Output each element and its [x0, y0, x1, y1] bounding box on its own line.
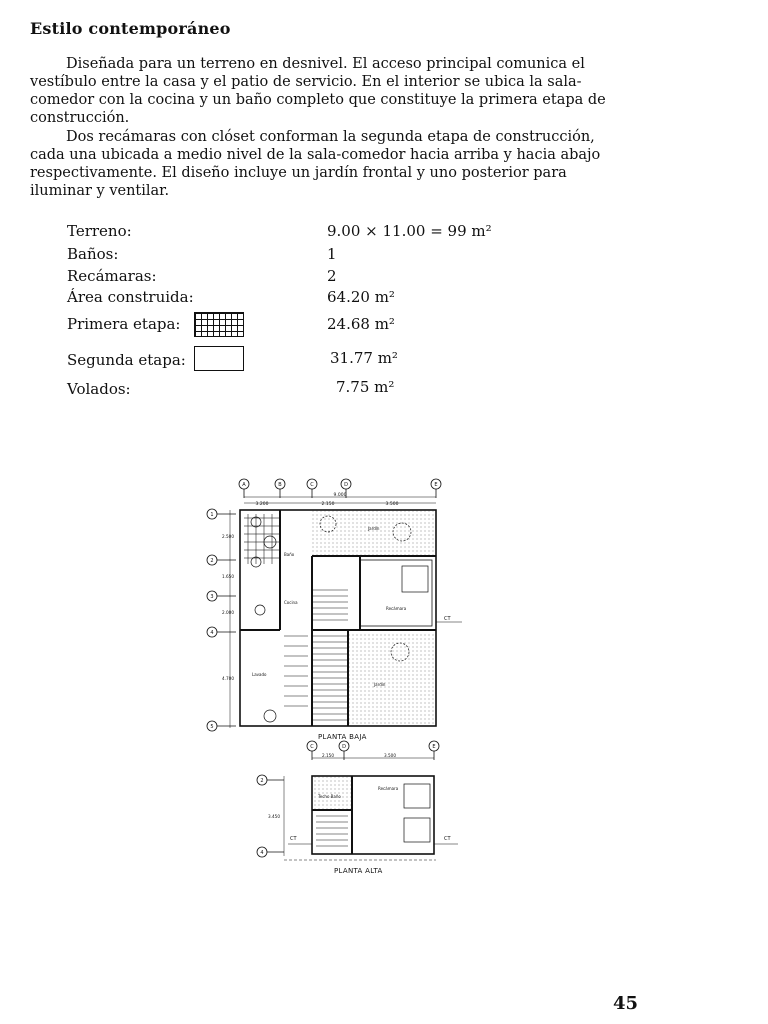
segunda-etapa-swatch: [194, 346, 244, 371]
upper-bed-2: [404, 818, 430, 842]
axis-label-2: 2: [210, 558, 214, 564]
room-label-bath: Baño: [284, 552, 295, 557]
ground-floor-caption: PLANTA BAJA: [318, 733, 367, 741]
axis-label-c: C: [310, 482, 314, 488]
spec-value-segunda-etapa: 31.77 m²: [330, 349, 398, 367]
spec-label-area: Área construida:: [67, 288, 194, 306]
spec-value-recamaras: 2: [327, 267, 337, 285]
section-mark-label: CT: [444, 616, 451, 622]
dim-total-width: 9.000: [333, 493, 347, 498]
dim-2000: 2.000: [222, 610, 234, 615]
axis-label-3: 3: [210, 594, 214, 600]
upper-axis-label-2: 2: [260, 778, 264, 784]
room-label-kitchen: Cocina: [284, 600, 298, 605]
upper-dim-3450: 3.450: [268, 814, 280, 819]
axis-label-a: A: [242, 482, 246, 488]
axis-label-1: 1: [210, 512, 214, 518]
stairs: [284, 590, 348, 720]
axis-label-5: 5: [210, 724, 214, 730]
spec-value-primera-etapa: 24.68 m²: [327, 315, 395, 333]
dim-4700: 4.700: [222, 676, 234, 681]
room-label-bedroom: Recámara: [386, 606, 407, 611]
axis-label-e: E: [434, 482, 438, 488]
tiled-area: [244, 514, 280, 564]
room-label-front-garden: Jardín: [374, 682, 386, 687]
upper-axis-label-4: 4: [260, 850, 264, 856]
upper-dim-3500: 3.500: [384, 753, 396, 758]
upper-axis-label-c: C: [310, 744, 314, 750]
paragraph-1: [30, 55, 630, 127]
primera-etapa-swatch: [194, 312, 244, 337]
upper-axis-label-d: D: [342, 744, 346, 750]
spec-value-area: 64.20 m²: [327, 288, 395, 306]
spec-value-volados: 7.75 m²: [336, 378, 395, 396]
upper-section-mark-left: CT: [290, 836, 297, 842]
spec-label-recamaras: Recámaras:: [67, 267, 157, 285]
room-label-rear-garden: Jardín: [368, 526, 380, 531]
upper-floor-caption: PLANTA ALTA: [334, 867, 383, 875]
upper-room-label-bedroom: Recámara: [378, 786, 399, 791]
spec-label-terreno: Terreno:: [67, 222, 132, 240]
section-title: Estilo contemporáneo: [30, 19, 231, 38]
spec-label-segunda-etapa: Segunda etapa:: [67, 351, 186, 369]
dim-2150: 2.150: [321, 502, 335, 507]
spec-label-banos: Baños:: [67, 245, 119, 263]
dim-1650: 1.650: [222, 574, 234, 579]
room-label-laundry: Lavado: [252, 672, 267, 677]
spec-label-primera-etapa: Primera etapa:: [67, 315, 181, 333]
dim-3200: 3.200: [255, 502, 269, 507]
upper-room-label-roof: Techo Baño: [318, 794, 341, 799]
paragraph-1-text: Diseñada para un terreno en desnivel. El acceso principal comunica el vestíbulo entre la casa y el patio de servicio. En el interior se ubica la sala-comedor con la cocina y un baño completo que constituye la primera etapa de construcción.: [30, 56, 606, 126]
upper-floor-plan: [254, 740, 466, 868]
axis-label-4: 4: [210, 630, 214, 636]
dim-3500: 3.500: [385, 502, 399, 507]
axis-label-b: B: [278, 482, 282, 488]
spec-label-volados: Volados:: [67, 380, 131, 398]
upper-axis-label-e: E: [432, 744, 436, 750]
front-garden: [348, 632, 436, 726]
dim-2500: 2.500: [222, 534, 234, 539]
spec-value-banos: 1: [327, 245, 337, 263]
upper-section-mark-right: CT: [444, 836, 451, 842]
upper-dim-2150: 2.150: [322, 753, 334, 758]
page-number: 45: [613, 993, 639, 1014]
paragraph-2: [30, 128, 630, 200]
paragraph-2-text: Dos recámaras con clóset conforman la segunda etapa de construcción, cada una ubicada a medio nivel de la sala-comedor hacia arriba y hacia abajo respectivamente. El diseño incluye un jardín frontal y uno posterior para iluminar y ventilar.: [30, 129, 601, 199]
rear-garden: [312, 510, 436, 556]
upper-bed-1: [404, 784, 430, 808]
axis-label-d: D: [344, 482, 348, 488]
bed: [402, 566, 428, 592]
ground-floor-plan: [200, 470, 470, 745]
spec-value-terreno: 9.00 × 11.00 = 99 m²: [327, 222, 492, 240]
